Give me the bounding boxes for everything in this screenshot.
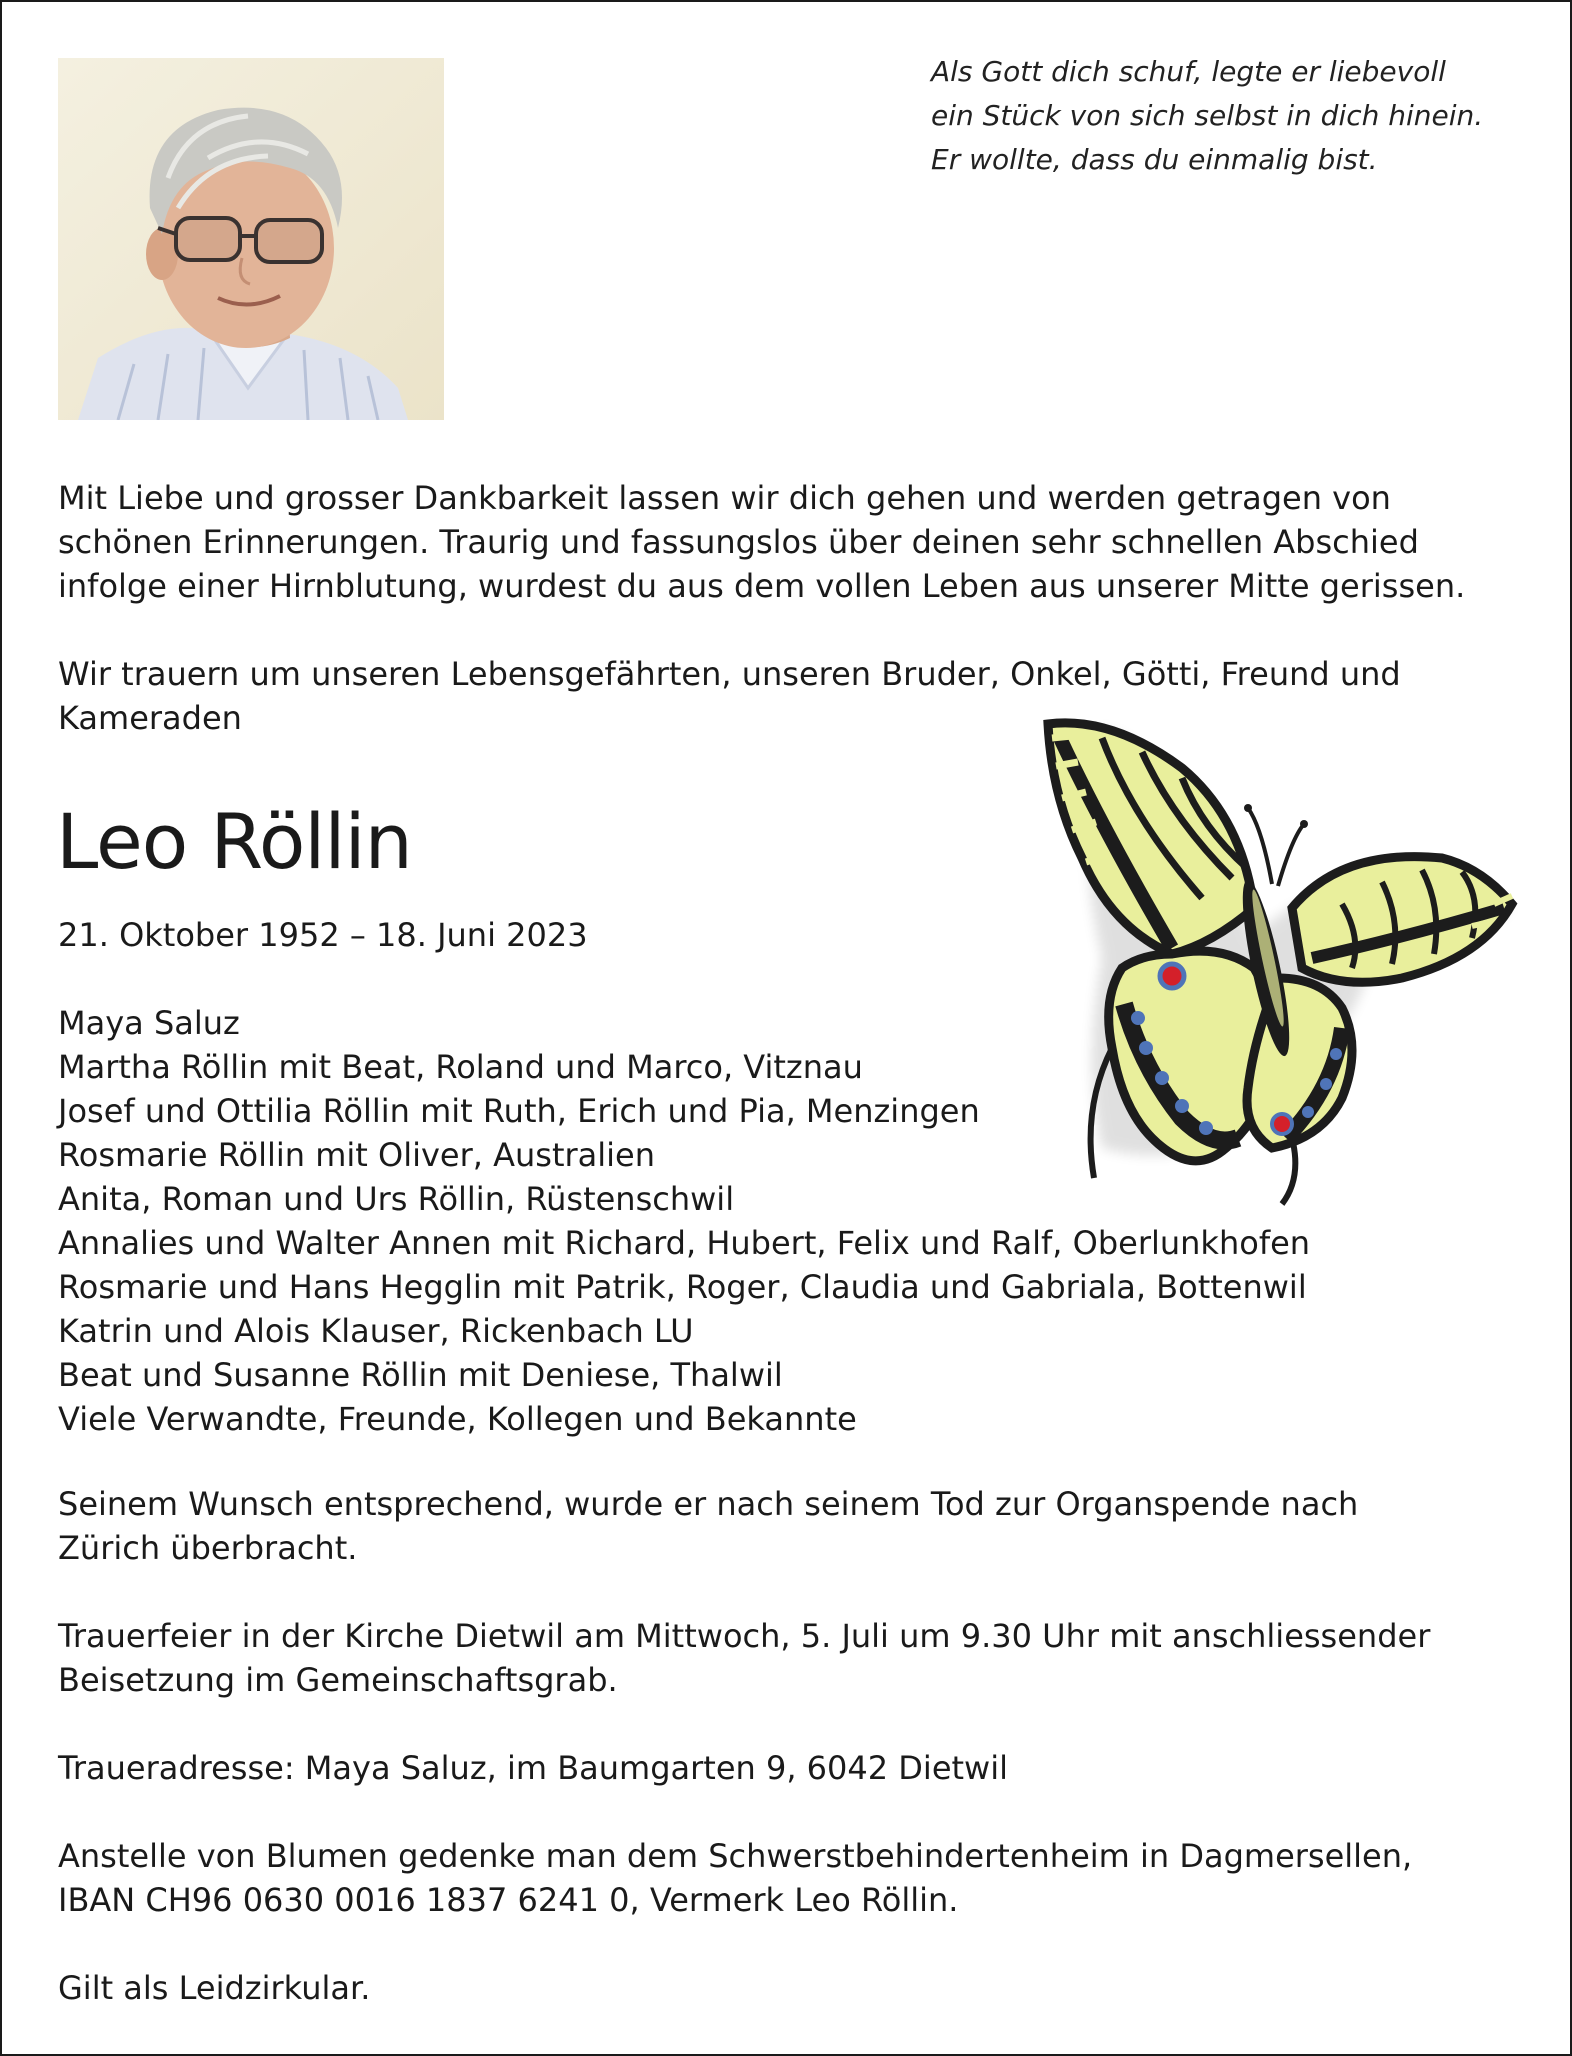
mourner-line: Katrin und Alois Klauser, Rickenbach LU <box>58 1312 694 1350</box>
mourner-line: Beat und Susanne Röllin mit Deniese, Thalwil <box>58 1356 783 1394</box>
mourner-line: Rosmarie Röllin mit Oliver, Australien <box>58 1136 656 1174</box>
mourner-line: Annalies und Walter Annen mit Richard, Hubert, Felix und Ralf, Oberlunkhofen <box>58 1224 1311 1262</box>
donation-line: Anstelle von Blumen gedenke man dem Schwerstbehindertenheim in Dagmersellen, <box>58 1837 1413 1875</box>
deceased-name: Leo Röllin <box>56 797 412 886</box>
quote-line: Als Gott dich schuf, legte er liebevoll <box>931 55 1446 88</box>
mourner-line: Anita, Roman und Urs Röllin, Rüstenschwil <box>58 1180 735 1218</box>
mourning-line: Kameraden <box>58 699 242 737</box>
intro-line: Mit Liebe und grosser Dankbarkeit lassen wir dich gehen und werden getragen von <box>58 479 1391 517</box>
butterfly-icon <box>1042 708 1522 1208</box>
mourner-line: Martha Röllin mit Beat, Roland und Marco, Vitznau <box>58 1048 863 1086</box>
portrait-photo <box>58 58 444 420</box>
mourner-line: Viele Verwandte, Freunde, Kollegen und Bekannte <box>58 1400 857 1438</box>
life-dates-text: 21. Oktober 1952 – 18. Juni 2023 <box>58 916 588 954</box>
intro-line: schönen Erinnerungen. Traurig und fassungslos über deinen sehr schnellen Abschied <box>58 523 1419 561</box>
donation-line: IBAN CH96 0630 0016 1837 6241 0, Vermerk Leo Röllin. <box>58 1881 959 1919</box>
closing-paragraph <box>58 1966 1518 2010</box>
donation-paragraph <box>58 1834 1518 1922</box>
intro-paragraph <box>58 476 1518 608</box>
organ-donation-paragraph <box>58 1482 1518 1570</box>
quote-line: ein Stück von sich selbst in dich hinein. <box>931 99 1484 132</box>
ceremony-line: Trauerfeier in der Kirche Dietwil am Mittwoch, 5. Juli um 9.30 Uhr mit anschliessender <box>58 1617 1431 1655</box>
organ-donation-line: Zürich überbracht. <box>58 1529 358 1567</box>
address-line: Traueradresse: Maya Saluz, im Baumgarten 9, 6042 Dietwil <box>58 1749 1008 1787</box>
address-paragraph <box>58 1746 1518 1790</box>
mourning-line: Wir trauern um unseren Lebensgefährten, unseren Bruder, Onkel, Götti, Freund und <box>58 655 1401 693</box>
ceremony-paragraph <box>58 1614 1518 1702</box>
intro-line: infolge einer Hirnblutung, wurdest du aus dem vollen Leben aus unserer Mitte gerissen. <box>58 567 1466 605</box>
ceremony-line: Beisetzung im Gemeinschaftsgrab. <box>58 1661 618 1699</box>
portrait-illustration <box>58 58 444 420</box>
quote <box>931 50 1491 182</box>
mourner-line: Maya Saluz <box>58 1004 240 1042</box>
quote-line: Er wollte, dass du einmalig bist. <box>931 143 1378 176</box>
organ-donation-line: Seinem Wunsch entsprechend, wurde er nach seinem Tod zur Organspende nach <box>58 1485 1359 1523</box>
mourner-line: Rosmarie und Hans Hegglin mit Patrik, Roger, Claudia und Gabriala, Bottenwil <box>58 1268 1307 1306</box>
mourner-line: Josef und Ottilia Röllin mit Ruth, Erich und Pia, Menzingen <box>58 1092 980 1130</box>
closing-line: Gilt als Leidzirkular. <box>58 1969 371 2007</box>
